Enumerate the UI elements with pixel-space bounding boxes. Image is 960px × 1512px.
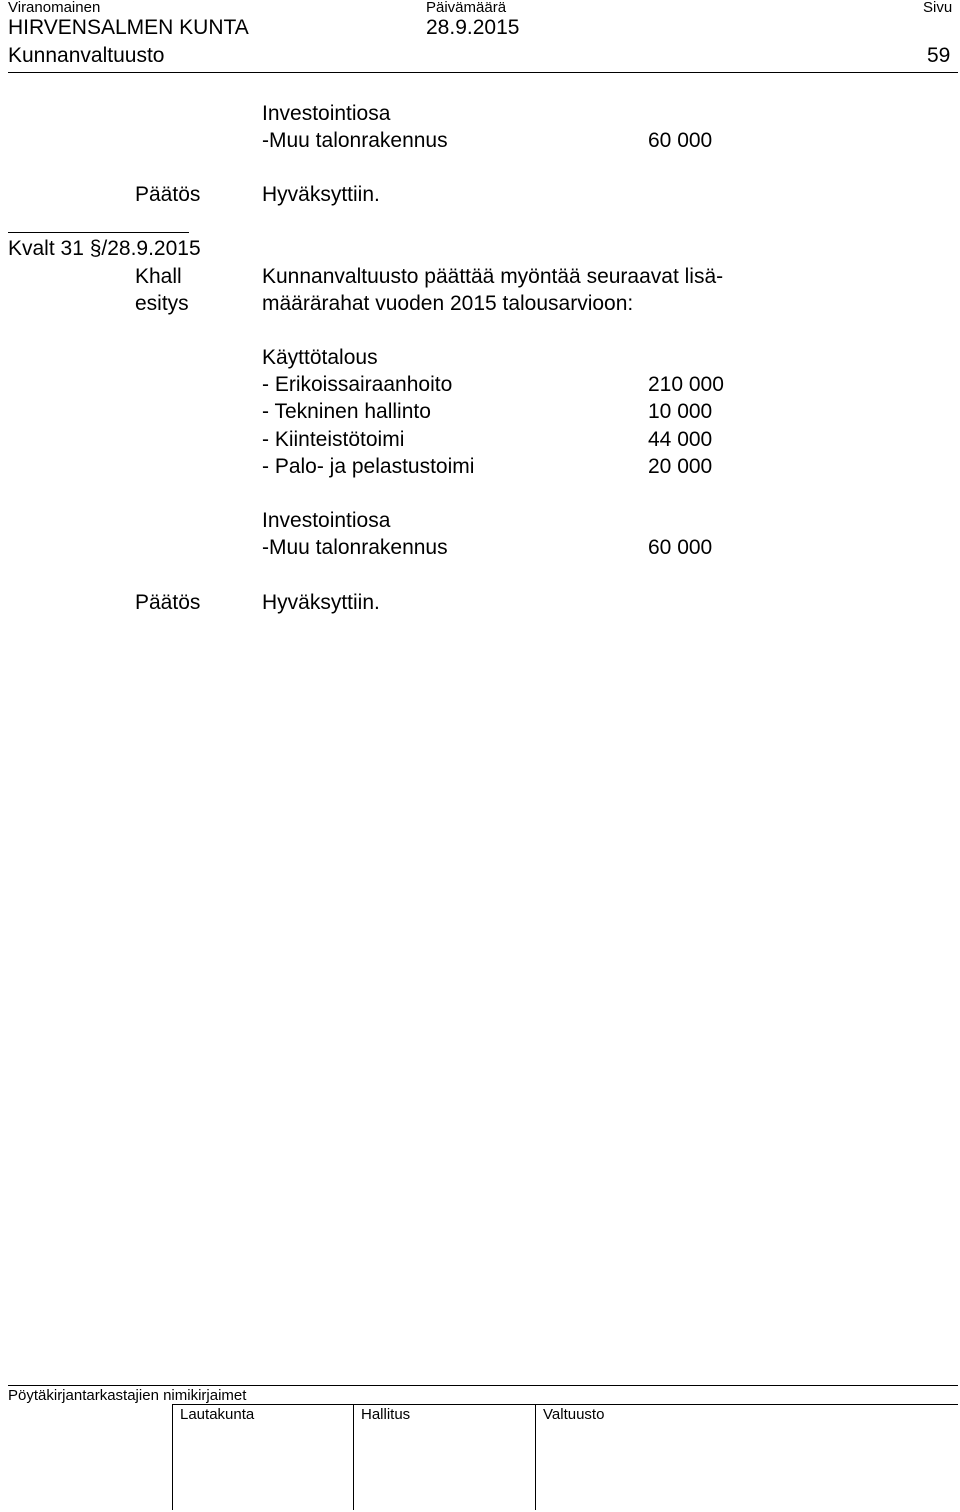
header-divider (8, 72, 958, 73)
investment-item-label: -Muu talonrakennus (262, 129, 448, 152)
column-divider (353, 1404, 354, 1510)
column-hallitus: Hallitus (361, 1406, 411, 1423)
proposal-label-line2: esitys (135, 292, 189, 315)
column-divider (535, 1404, 536, 1510)
item-reference: Kvalt 31 §/28.9.2015 (8, 237, 201, 260)
investment-heading: Investointiosa (262, 509, 391, 532)
operating-heading: Käyttötalous (262, 346, 378, 369)
decision-label: Päätös (135, 183, 201, 206)
column-valtuusto: Valtuusto (543, 1406, 605, 1423)
decision-text: Hyväksyttiin. (262, 183, 380, 206)
item-separator (8, 232, 189, 233)
operating-item-label: - Palo- ja pelastustoimi (262, 455, 475, 478)
footer-header-line (172, 1404, 958, 1405)
column-divider (172, 1404, 173, 1510)
operating-item-amount: 20 000 (648, 455, 713, 478)
sivu-label: Sivu (923, 0, 953, 16)
operating-item-label: - Erikoissairaanhoito (262, 373, 453, 396)
investment-item-amount: 60 000 (648, 536, 713, 559)
operating-item-amount: 44 000 (648, 428, 713, 451)
operating-item-amount: 210 000 (648, 373, 724, 396)
decision-label: Päätös (135, 591, 201, 614)
operating-item-label: - Kiinteistötoimi (262, 428, 405, 451)
proposal-label-line1: Khall (135, 265, 182, 288)
column-lautakunta: Lautakunta (180, 1406, 255, 1423)
operating-item-amount: 10 000 (648, 400, 713, 423)
proposal-text-line2: määrärahat vuoden 2015 talousarvioon: (262, 292, 634, 315)
proposal-text-line1: Kunnanvaltuusto päättää myöntää seuraavat lisä- (262, 265, 724, 288)
operating-item-label: - Tekninen hallinto (262, 400, 431, 423)
page-number: 59 (927, 44, 951, 67)
viranomainen-label: Viranomainen (8, 0, 101, 16)
footer-top-line (8, 1385, 958, 1386)
investment-heading: Investointiosa (262, 102, 391, 125)
investment-item-label: -Muu talonrakennus (262, 536, 448, 559)
meeting-date: 28.9.2015 (426, 16, 520, 39)
organization-name: HIRVENSALMEN KUNTA (8, 16, 249, 39)
paivamaara-label: Päivämäärä (426, 0, 507, 16)
signatures-label: Pöytäkirjantarkastajien nimikirjaimet (8, 1387, 247, 1404)
decision-text: Hyväksyttiin. (262, 591, 380, 614)
investment-item-amount: 60 000 (648, 129, 713, 152)
body-name: Kunnanvaltuusto (8, 44, 165, 67)
